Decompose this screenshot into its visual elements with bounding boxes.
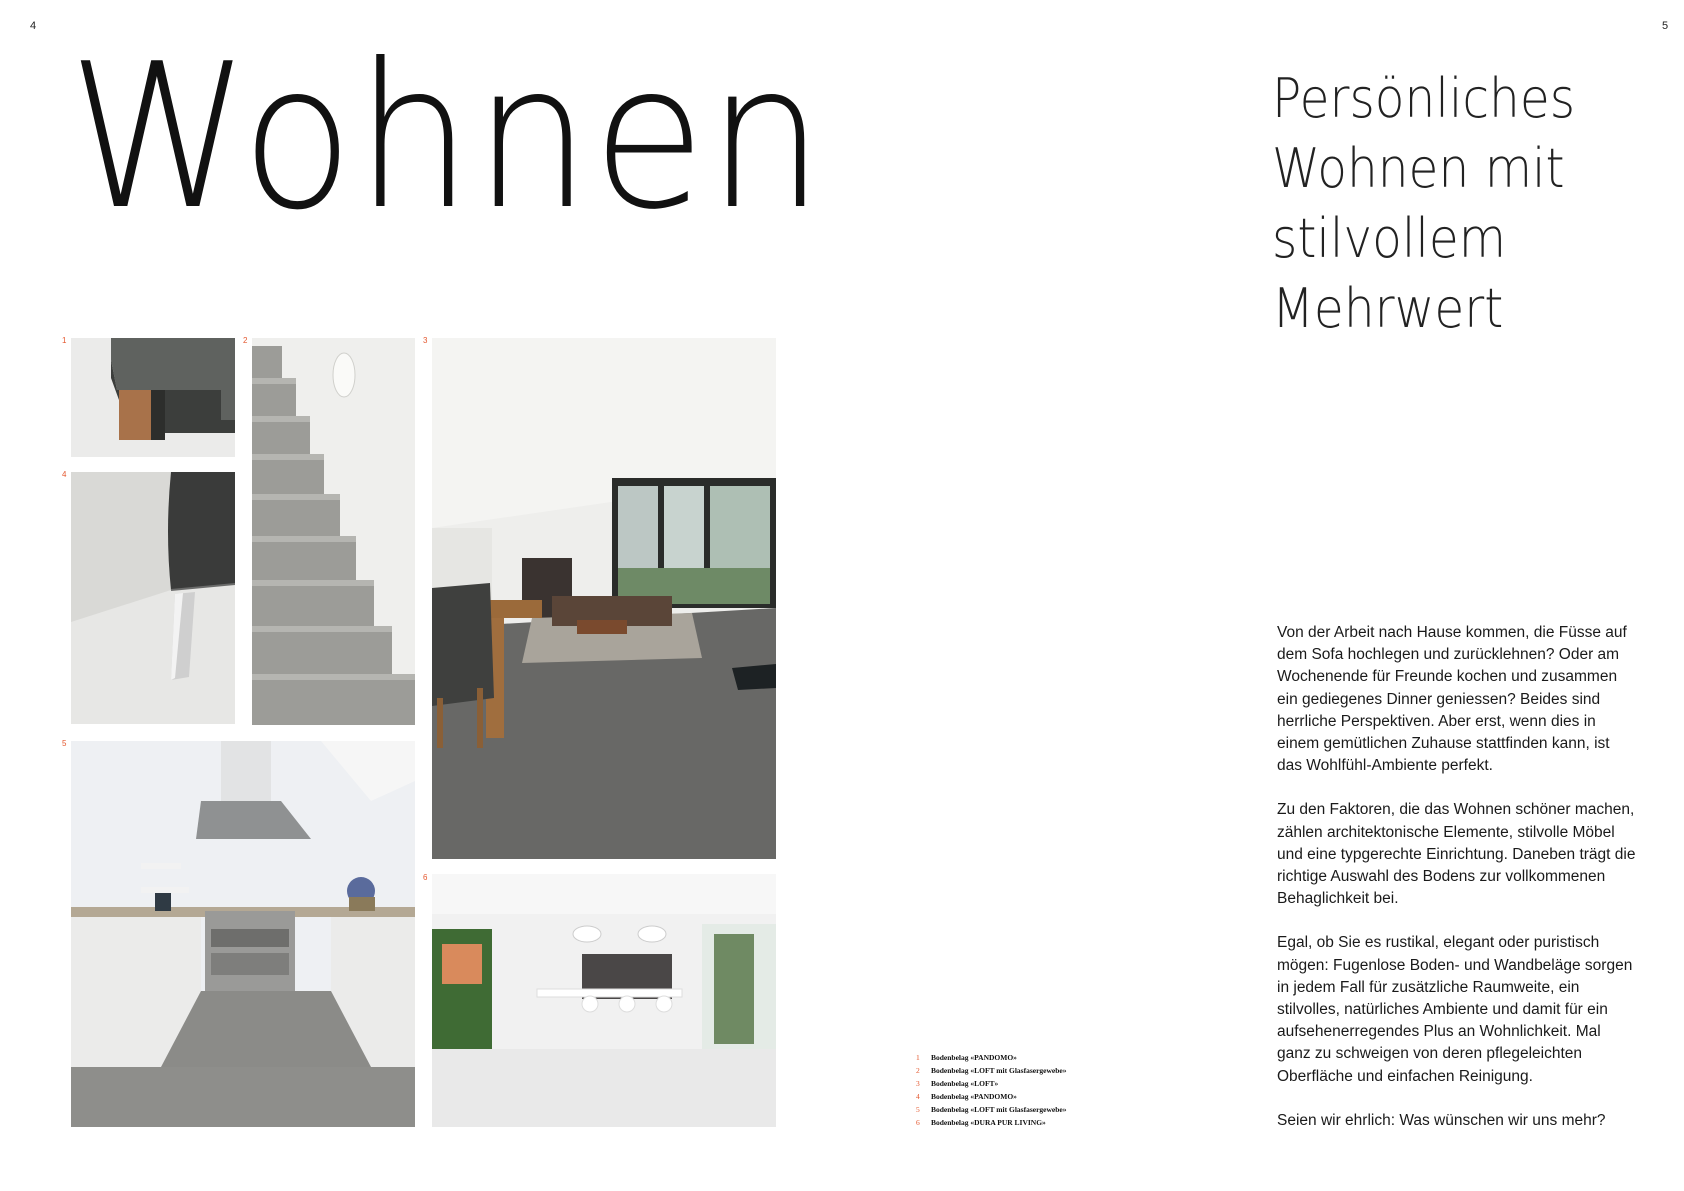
caption-number: 2 <box>916 1066 920 1075</box>
photo-captions <box>916 1051 1066 1129</box>
subheading-line: Persönliches <box>1272 67 1576 130</box>
caption-number: 1 <box>916 1053 920 1062</box>
photo-table-corner <box>71 338 235 457</box>
body-paragraph: Egal, ob Sie es rustikal, elegant oder puristisch mögen: Fugenlose Boden- und Wandbeläge sorgen in jedem Fall für zusätzliche Raumweite, ein stilvolles, natürliches Ambiente und damit für ein aufsehenerregendes Plus an Wohnlichkeit. Mal ganz zu schweigen von deren pflegeleichten Oberfläche und einfachen Reinigung. <box>1277 934 1633 1085</box>
caption-row <box>916 1090 1066 1103</box>
body-paragraph: Seien wir ehrlich: Was wünschen wir uns mehr? <box>1277 1111 1606 1129</box>
caption-text: Bodenbelag «DURA PUR LIVING» <box>931 1118 1046 1127</box>
caption-number: 5 <box>916 1105 920 1114</box>
caption-row <box>916 1051 1066 1064</box>
caption-row <box>916 1116 1066 1129</box>
body-text <box>1277 622 1637 1154</box>
photo-kitchen <box>71 741 415 1127</box>
caption-row <box>916 1077 1066 1090</box>
photo-number-3: 3 <box>423 336 428 345</box>
photo-number-6: 6 <box>423 873 428 882</box>
caption-number: 4 <box>916 1092 920 1101</box>
photo-number-4: 4 <box>62 470 67 479</box>
subheading <box>1272 64 1652 344</box>
photo-couch-detail <box>71 472 235 724</box>
caption-text: Bodenbelag «PANDOMO» <box>931 1053 1017 1062</box>
photo-number-1: 1 <box>62 336 67 345</box>
caption-text: Bodenbelag «PANDOMO» <box>931 1092 1017 1101</box>
subheading-line: Mehrwert <box>1272 277 1504 340</box>
body-paragraph: Zu den Faktoren, die das Wohnen schöner machen, zählen architektonische Elemente, stilvolle Möbel und eine typgerechte Einrichtung. Daneben trägt die richtige Auswahl des Bodens zur vollkommenen Behaglichkeit bei. <box>1277 801 1636 908</box>
page-number-left: 4 <box>30 20 37 32</box>
page-title: Wohnen <box>68 21 826 254</box>
caption-text: Bodenbelag «LOFT» <box>931 1079 999 1088</box>
caption-number: 3 <box>916 1079 920 1088</box>
caption-row <box>916 1103 1066 1116</box>
body-paragraph: Von der Arbeit nach Hause kommen, die Füsse auf dem Sofa hochlegen und zurücklehnen? Oder am Wochenende für Freunde kochen und zusammen ein gediegenes Dinner geniessen? Beides sind herrliche Perspektiven. Aber erst, wenn dies in einem gemütlichen Zuhause stattfinden kann, ist das Wohlfühl-Ambiente perfekt. <box>1277 624 1627 775</box>
caption-text: Bodenbelag «LOFT mit Glasfasergewebe» <box>931 1066 1067 1075</box>
photo-staircase <box>252 338 415 725</box>
subheading-line: stilvollem <box>1272 207 1507 270</box>
page-number-right: 5 <box>1662 20 1669 32</box>
subheading-line: Wohnen mit <box>1272 137 1565 200</box>
caption-number: 6 <box>916 1118 920 1127</box>
caption-row <box>916 1064 1066 1077</box>
caption-text: Bodenbelag «LOFT mit Glasfasergewebe» <box>931 1105 1067 1114</box>
photo-white-room <box>432 874 776 1127</box>
photo-number-5: 5 <box>62 739 67 748</box>
photo-number-2: 2 <box>243 336 248 345</box>
photo-living-room <box>432 338 776 859</box>
